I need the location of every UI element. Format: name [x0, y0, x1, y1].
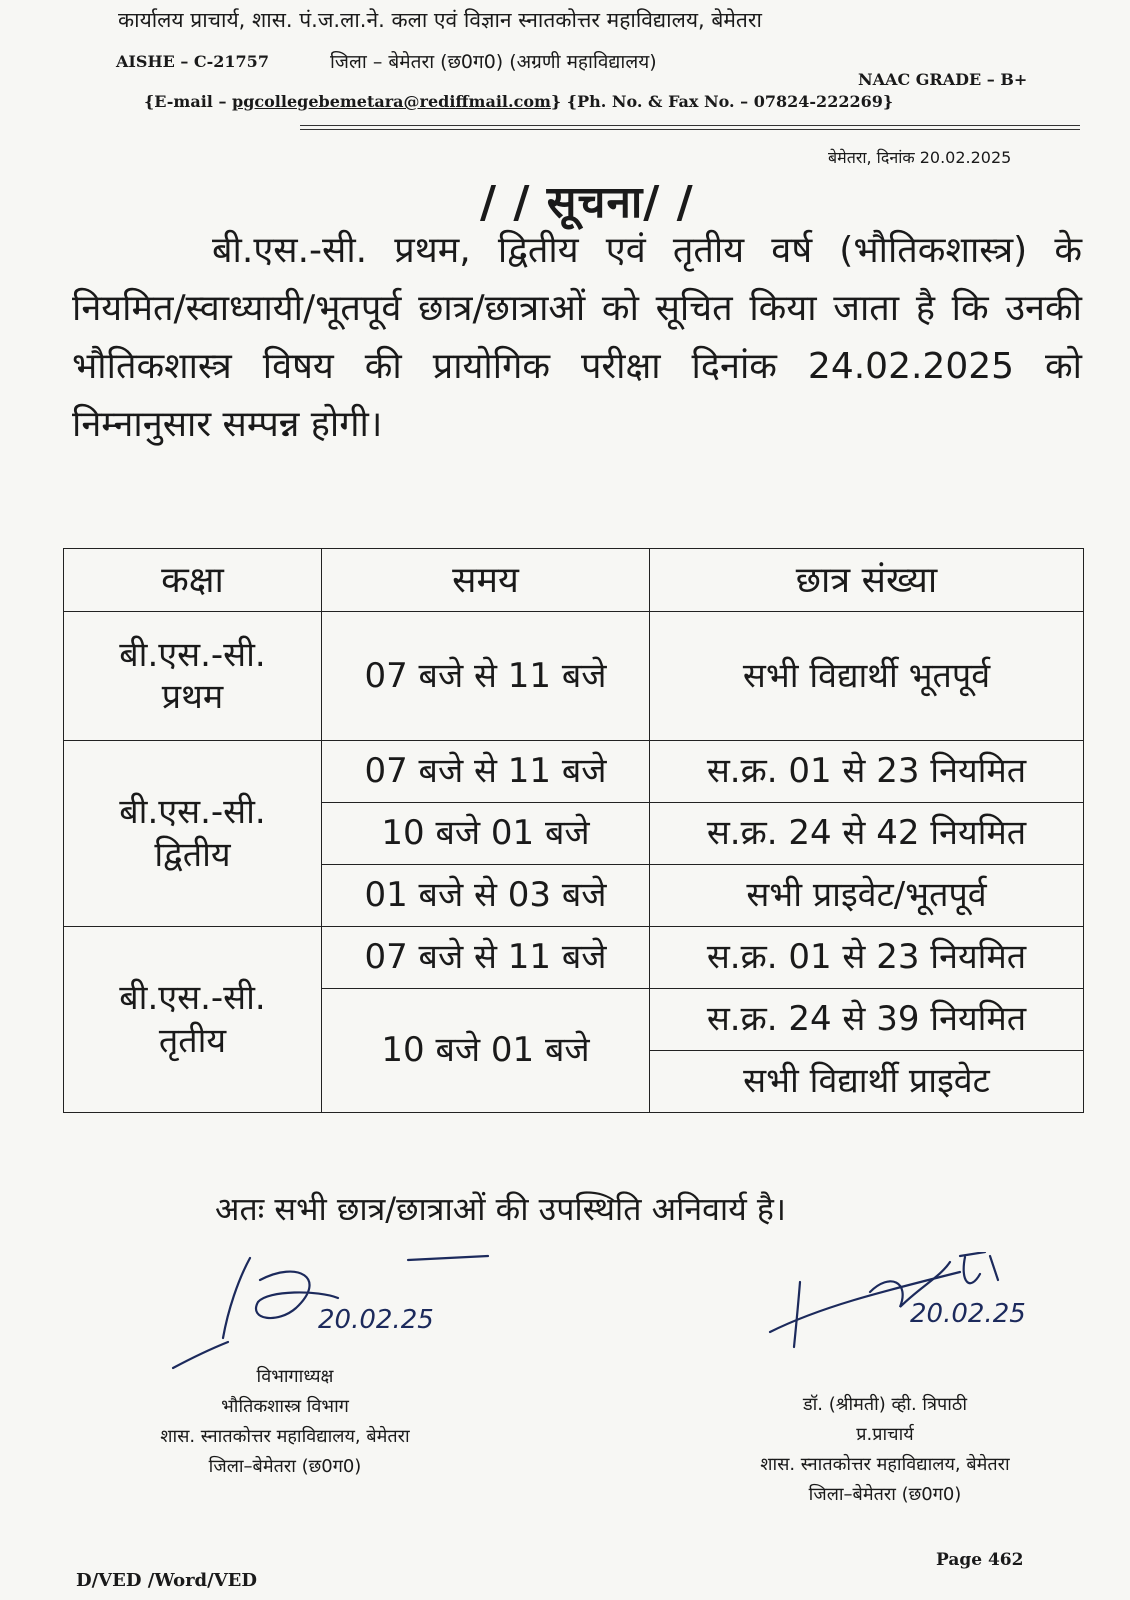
time-cell: 07 बजे से 11 बजे [322, 612, 650, 741]
class-year: तृतीय [158, 1020, 227, 1061]
principal-signature [760, 1252, 1090, 1362]
header-time: समय [322, 549, 650, 612]
class-year: द्वितीय [154, 834, 231, 875]
aishe-code: AISHE – C-21757 [116, 52, 269, 71]
table-row [64, 612, 1084, 741]
time-cell: 10 बजे 01 बजे [322, 989, 650, 1113]
notice-body-text: बी.एस.-सी. प्रथम, द्वितीय एवं तृतीय वर्ष (भौतिकशास्त्र) के नियमित/स्वाध्यायी/भूतपूर्व छात्र/छात्राओं को सूचित किया जाता है कि उनकी भौतिकशास्त्र विषय की प्रायोगिक परीक्षा दिनांक 24.02.2025 को निम्नानुसार सम्पन्न होगी। [72, 230, 1082, 445]
class-year: प्रथम [161, 677, 224, 717]
principal-title: प्र.प्राचार्य [856, 1424, 914, 1445]
table-row [64, 927, 1084, 989]
exam-schedule-table [63, 548, 1084, 1113]
principal-signature-date: 20.02.25 [910, 1299, 1026, 1329]
students-cell: स.क्र. 01 से 23 नियमित [650, 927, 1084, 989]
hod-signatory [100, 1362, 470, 1482]
principal-college: शास. स्नातकोत्तर महाविद्यालय, बेमेतरा [760, 1454, 1010, 1475]
principal-district: जिला–बेमेतरा (छ0ग0) [808, 1484, 962, 1505]
time-cell: 01 बजे से 03 बजे [322, 865, 650, 927]
class-cell [64, 612, 322, 741]
document-reference: D/VED /Word/VED [76, 1570, 258, 1591]
office-heading: कार्यालय प्राचार्य, शास. पं.ज.ला.ने. कला एवं विज्ञान स्नातकोत्तर महाविद्यालय, बेमेतरा [118, 8, 762, 32]
header-rule-second [300, 129, 1080, 130]
attendance-note: अतः सभी छात्र/छात्राओं की उपस्थिति अनिवार्य है। [215, 1190, 787, 1228]
header-rule [300, 125, 1080, 126]
naac-grade: NAAC GRADE – B+ [858, 70, 1028, 89]
hod-department: भौतिकशास्त्र विभाग [221, 1396, 349, 1417]
students-cell: स.क्र. 01 से 23 नियमित [650, 741, 1084, 803]
students-cell: सभी विद्यार्थी भूतपूर्व [650, 612, 1084, 741]
hod-signature-date: 20.02.25 [318, 1305, 434, 1335]
email-address: pgcollegebemetara@rediffmail.com [232, 92, 551, 111]
hod-signature [168, 1250, 508, 1370]
class-name: बी.एस.-सी. [119, 634, 266, 675]
email-suffix: } [550, 92, 562, 111]
principal-name: डॉ. (श्रीमती) व्ही. त्रिपाठी [802, 1394, 968, 1415]
time-cell: 07 बजे से 11 बजे [322, 927, 650, 989]
header-students: छात्र संख्या [650, 549, 1084, 612]
time-cell: 07 बजे से 11 बजे [322, 741, 650, 803]
hod-college: शास. स्नातकोत्तर महाविद्यालय, बेमेतरा [160, 1426, 410, 1447]
class-cell [64, 927, 322, 1113]
notice-title: / / सूचना/ / [480, 177, 694, 228]
principal-signatory [700, 1390, 1070, 1510]
notice-body [72, 222, 1082, 454]
students-cell: स.क्र. 24 से 39 नियमित [650, 989, 1084, 1051]
students-cell: सभी प्राइवेट/भूतपूर्व [650, 865, 1084, 927]
email-prefix: {E-mail – [144, 92, 233, 111]
class-name: बी.एस.-सी. [119, 792, 266, 832]
students-cell: सभी विद्यार्थी प्राइवेट [650, 1051, 1084, 1113]
district-line: जिला – बेमेतरा (छ0ग0) (अग्रणी महाविद्यालय) [330, 51, 657, 73]
phone-fax: {Ph. No. & Fax No. – 07824-222269} [566, 92, 894, 111]
page-number: Page 462 [936, 1550, 1024, 1570]
class-name: बी.एस.-सी. [119, 978, 266, 1018]
time-cell: 10 बजे 01 बजे [322, 803, 650, 865]
table-row [64, 741, 1084, 803]
hod-district: जिला–बेमेतरा (छ0ग0) [208, 1456, 362, 1477]
class-cell [64, 741, 322, 927]
header-class: कक्षा [64, 549, 322, 612]
students-cell: स.क्र. 24 से 42 नियमित [650, 803, 1084, 865]
hod-title: विभागाध्यक्ष [256, 1366, 334, 1387]
contact-line [144, 92, 893, 111]
notice-date: बेमेतरा, दिनांक 20.02.2025 [828, 148, 1012, 167]
